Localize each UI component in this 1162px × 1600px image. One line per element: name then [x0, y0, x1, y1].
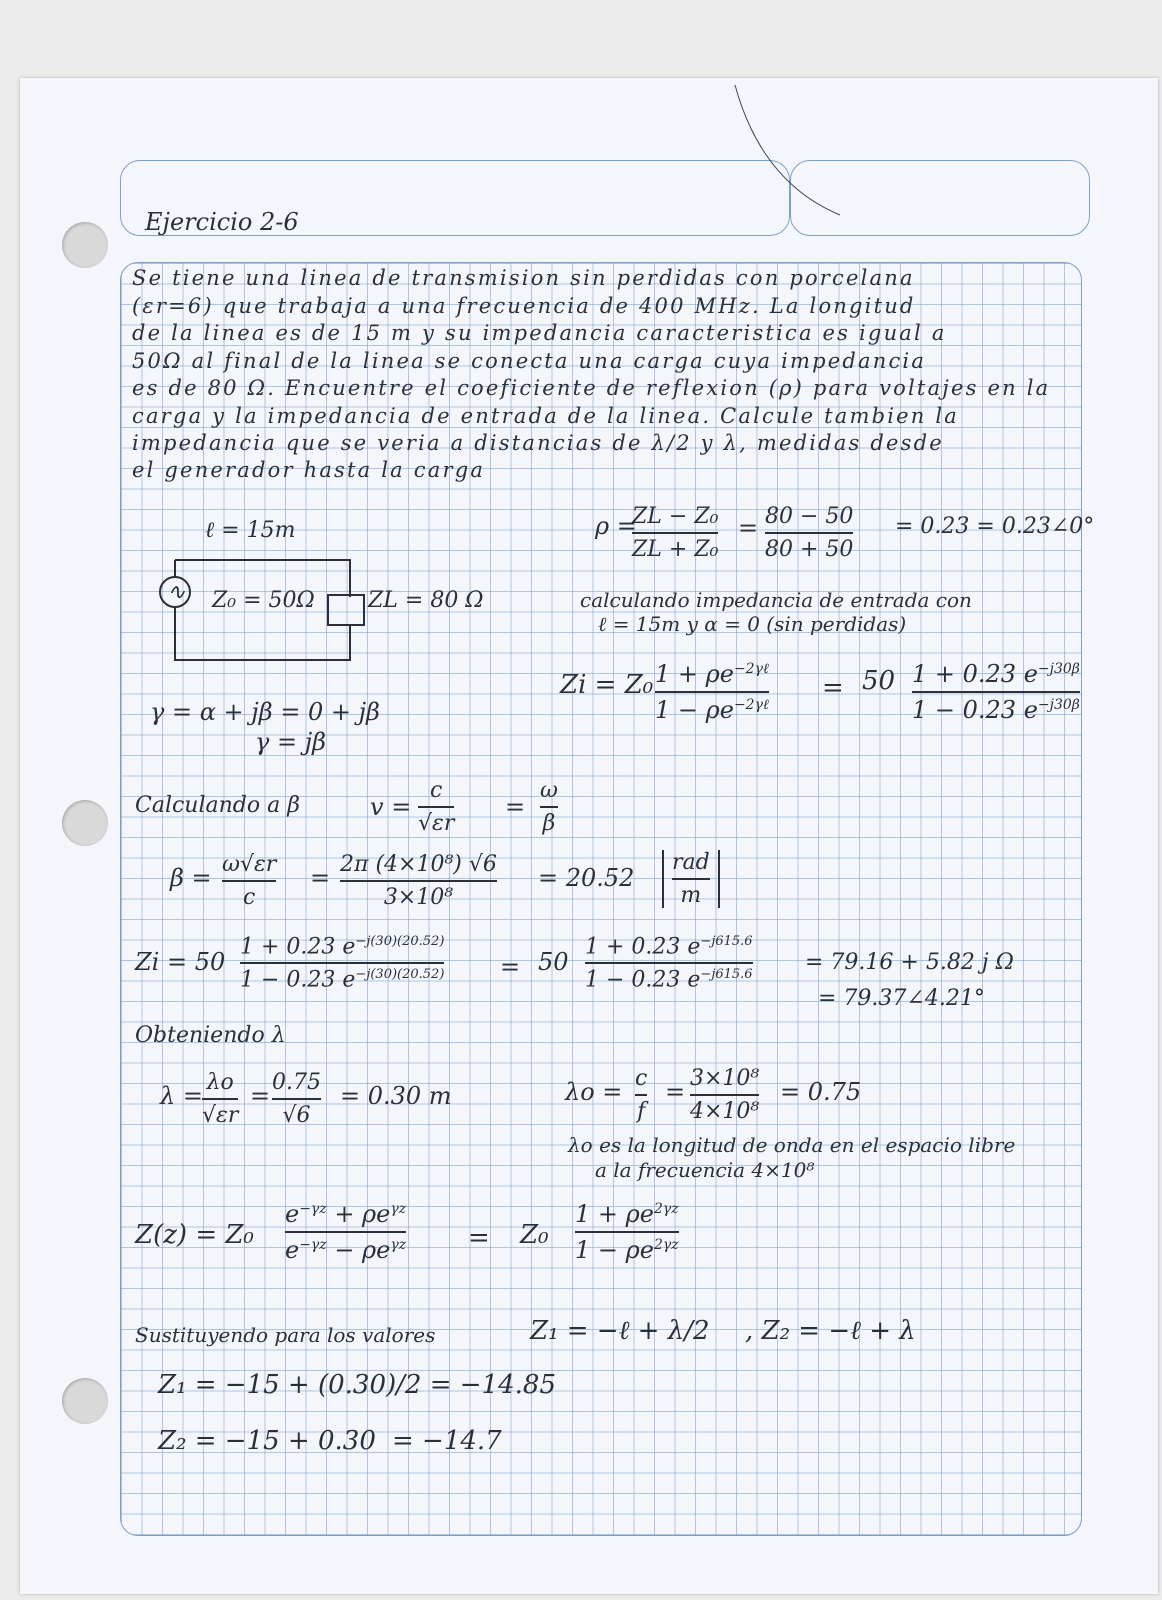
substitute-label: Sustituyendo para los valores — [135, 1323, 436, 1347]
problem-line: de la linea es de 15 m y su impedancia caracteristica es igual a — [132, 321, 947, 345]
v-num: c — [430, 778, 443, 803]
rho-den2: 80 + 50 — [765, 537, 854, 562]
zz-fraction-1: $e^{-\gamma z} + \rho e^{\gamma z}$ $e^{-\gamma z} - \rho e^{\gamma z}$ — [285, 1200, 407, 1264]
zi-calc-num2: 1 + 0.23 e — [585, 934, 701, 960]
zz-num-exp2: γz — [390, 1201, 407, 1217]
rho-result: = 0.23 = 0.23∠0° — [895, 514, 1095, 539]
lambda0-fraction-1 — [635, 1066, 647, 1124]
z2-def: , Z₂ = −ℓ + λ — [745, 1316, 916, 1346]
rho-den: ZL + Z₀ — [632, 537, 719, 562]
lambda-den2: √6 — [282, 1103, 311, 1128]
binder-hole-middle — [62, 800, 108, 846]
lambda-label: Obteniendo λ — [135, 1023, 286, 1048]
lambda-eq: = — [250, 1082, 271, 1110]
rho-fraction-1 — [632, 504, 718, 562]
gamma-line2: γ = jβ — [255, 728, 327, 756]
w-num: ω — [540, 778, 558, 803]
z2-result: = −14.7 — [392, 1426, 502, 1456]
w-fraction — [540, 778, 558, 836]
zin-lhs: Zi = Z₀ — [560, 670, 654, 700]
page-title: Ejercicio 2-6 — [145, 208, 299, 236]
beta-unit — [662, 850, 720, 908]
beta-result: = 20.52 — [538, 864, 635, 892]
lambda0-lhs: λo = — [565, 1078, 623, 1106]
beta-fraction-2 — [340, 852, 497, 910]
zz-lhs: Z(z) = Z₀ — [135, 1220, 254, 1250]
problem-line: Se tiene una linea de transmision sin perdidas con porcelana — [132, 266, 915, 290]
pencil-stroke — [730, 80, 850, 220]
rho-num: ZL − Z₀ — [632, 504, 719, 529]
lambda-den: √εr — [202, 1103, 239, 1128]
beta-fraction-1 — [222, 852, 276, 910]
zin-num2-exp: −j30β — [1037, 661, 1080, 677]
z1-def: Z₁ = −ℓ + λ/2 — [530, 1316, 710, 1346]
lambda0-note2: a la frecuencia 4×10⁸ — [595, 1158, 815, 1182]
zz-den2-exp: 2γz — [653, 1237, 679, 1253]
problem-line: el generador hasta la carga — [132, 458, 486, 482]
problem-line: (εr=6) que trabaja a una frecuencia de 400 MHz. La longitud — [132, 294, 916, 318]
lambda-lhs: λ = — [160, 1082, 203, 1110]
zin-note-line1: calculando impedancia de entrada con — [580, 588, 972, 612]
zz-den-exp2: γz — [390, 1237, 407, 1253]
zin-note-line2: ℓ = 15m y α = 0 (sin perdidas) — [598, 612, 907, 636]
zin-fraction — [655, 660, 769, 724]
zz-num2: 1 + ρe — [575, 1200, 654, 1228]
lambda0-note1: λo es la longitud de onda en el espacio libre — [568, 1133, 1016, 1157]
lambda-fraction-2 — [272, 1070, 321, 1128]
problem-line: impedancia que se veria a distancias de λ/2 y λ, medidas desde — [132, 431, 944, 455]
binder-hole-bottom — [62, 1378, 108, 1424]
zz-num-exp1: −γz — [299, 1201, 327, 1217]
zz-den-exp1: −γz — [299, 1237, 327, 1253]
zin-den-exp: −2γℓ — [733, 697, 769, 713]
lambda-fraction-1 — [202, 1070, 238, 1128]
zi-calc-result2: = 79.37∠4.21° — [818, 986, 985, 1011]
zin-num2: 1 + 0.23 e — [912, 660, 1038, 688]
beta-num: ω√εr — [222, 852, 277, 877]
gamma-line1: γ = α + jβ = 0 + jβ — [150, 698, 380, 726]
lambda-num2: 0.75 — [272, 1070, 321, 1095]
v-den: √εr — [418, 811, 455, 836]
zz-coef: Z₀ — [520, 1220, 549, 1250]
zi-calc-num: 1 + 0.23 e — [240, 934, 356, 960]
beta-unit-num: rad — [672, 850, 710, 875]
problem-line: es de 80 Ω. Encuentre el coeficiente de reflexion (ρ) para voltajes en la — [132, 376, 1051, 400]
z2-calc: Z₂ = −15 + 0.30 — [158, 1426, 376, 1456]
line-length-label: ℓ = 15m — [205, 518, 296, 543]
zin-fraction-2 — [912, 660, 1080, 724]
zi-calc-fraction-1 — [240, 934, 444, 993]
lambda0-num2: 3×10⁸ — [690, 1066, 760, 1091]
lambda0-result: = 0.75 — [780, 1078, 862, 1106]
zi-calc-num-exp: −j(30)(20.52) — [355, 934, 445, 949]
problem-line: carga y la impedancia de entrada de la linea. Calcule tambien la — [132, 404, 960, 428]
zin-eq: = — [822, 673, 844, 703]
zin-den: 1 − ρe — [655, 696, 734, 724]
zi-calc-result1: = 79.16 + 5.82 j Ω — [805, 950, 1014, 975]
zin-num: 1 + ρe — [655, 660, 734, 688]
rho-eq: = — [738, 514, 759, 542]
zz-eq: = — [468, 1223, 490, 1253]
beta-num2: 2π (4×10⁸) √6 — [340, 852, 497, 877]
rho-fraction-2 — [765, 504, 853, 562]
beta-unit-den: m — [680, 883, 702, 908]
problem-line: 50Ω al final de la linea se conecta una carga cuya impedancia — [132, 349, 927, 373]
lambda0-den: f — [637, 1099, 646, 1124]
zz-den2: 1 − ρe — [575, 1236, 654, 1264]
zl-label: ZL = 80 Ω — [368, 588, 484, 613]
zi-calc-den: 1 − 0.23 e — [240, 967, 356, 993]
beta-lhs: β = — [170, 864, 212, 892]
zi-calc-num2-exp: −j615.6 — [700, 934, 753, 949]
zi-calc-den2-exp: −j615.6 — [700, 967, 753, 983]
z0-label: Z₀ = 50Ω — [212, 588, 315, 613]
lambda0-eq: = — [665, 1078, 686, 1106]
zin-num-exp: −2γℓ — [733, 661, 769, 677]
source-icon: ∿ — [167, 580, 186, 605]
lambda0-num: c — [635, 1066, 648, 1091]
zin-den2-exp: −j30β — [1037, 697, 1080, 713]
zi-calc-fraction-2 — [585, 934, 753, 993]
z1-calc: Z₁ = −15 + (0.30)/2 = −14.85 — [158, 1370, 556, 1400]
zz-num2-exp: 2γz — [653, 1201, 679, 1217]
rho-num2: 80 − 50 — [765, 504, 854, 529]
lambda-num: λo — [206, 1070, 234, 1095]
binder-hole-top — [62, 222, 108, 268]
zi-calc-den-exp: −j(30)(20.52) — [355, 967, 445, 983]
lambda0-fraction-2 — [690, 1066, 759, 1124]
beta-den: c — [242, 885, 256, 910]
lambda-result: = 0.30 m — [340, 1082, 452, 1110]
zi-calc-lhs: Zi = 50 — [135, 948, 226, 976]
zin-coef: 50 — [862, 666, 896, 696]
w-den: β — [542, 811, 556, 836]
lambda0-den2: 4×10⁸ — [690, 1099, 760, 1124]
v-fraction — [418, 778, 454, 836]
beta-den2: 3×10⁸ — [383, 885, 454, 910]
zi-calc-eq: = — [500, 953, 521, 981]
zi-calc-coef: 50 — [538, 948, 569, 976]
zin-den2: 1 − 0.23 e — [912, 696, 1038, 724]
rho-lhs: ρ = — [595, 512, 637, 540]
zz-fraction-2 — [575, 1200, 679, 1264]
zi-calc-den2: 1 − 0.23 e — [585, 967, 701, 993]
v-eq: = — [505, 793, 526, 821]
calc-beta-label: Calculando a β — [135, 793, 300, 818]
v-lhs: v = — [370, 793, 412, 821]
beta-eq: = — [310, 864, 331, 892]
